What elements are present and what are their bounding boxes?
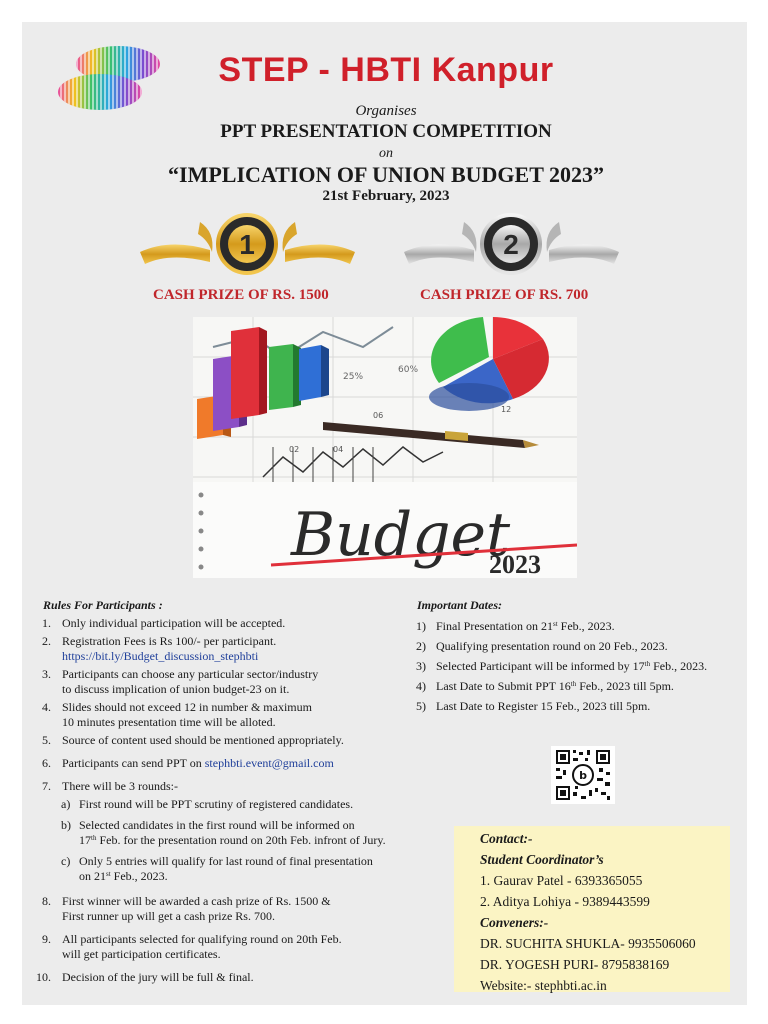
date-item	[416, 619, 736, 634]
rule-text: Only individual participation will be accepted.	[62, 616, 286, 630]
date-day-suffix: th	[570, 680, 577, 688]
step-logo	[56, 40, 164, 116]
rule-number: 6.	[42, 756, 51, 770]
page-title: STEP - HBTI Kanpur	[218, 51, 554, 89]
rule-number: 4.	[42, 700, 51, 714]
round-letter: c)	[61, 854, 71, 868]
email-link[interactable]: stephbti.event@gmail.com	[204, 756, 334, 770]
rule-item	[36, 970, 420, 985]
round-item	[40, 854, 420, 884]
rule-text: There will be 3 rounds:-	[62, 779, 178, 793]
rule-text: First winner will be awarded a cash prize of Rs. 1500 &	[62, 894, 331, 908]
axis-label-12: 12	[501, 405, 512, 414]
date-text: Selected Participant will be informed by	[436, 659, 633, 673]
rule-item	[40, 932, 420, 962]
date-item	[416, 639, 736, 654]
round-letter: b)	[61, 818, 71, 832]
rule-number: 2.	[42, 634, 51, 648]
coordinators-heading: Student Coordinator’s	[480, 852, 604, 867]
rule-item	[40, 894, 420, 924]
rule-text: Registration Fees is Rs 100/- per participant.	[62, 634, 277, 648]
date-item	[416, 699, 736, 714]
round-text: Only 5 entries will qualify for last round of final presentation	[79, 854, 373, 868]
contact-heading: Contact:-	[480, 831, 533, 846]
axis-label-04: 04	[333, 445, 344, 454]
qr-code-icon[interactable]	[551, 746, 615, 804]
date-number: 1)	[416, 619, 426, 633]
round-text: First round will be PPT scrutiny of registered candidates.	[79, 797, 354, 811]
date-item	[416, 659, 736, 674]
rule-number: 9.	[42, 932, 51, 946]
round-item	[40, 818, 420, 848]
convener-item: DR. YOGESH PURI- 8795838169	[480, 957, 670, 972]
rule-number: 1.	[42, 616, 51, 630]
date-text: Feb., 2023 till 5pm.	[576, 679, 674, 693]
event-date: 21st February, 2023	[322, 188, 450, 204]
rule-text: 10 minutes presentation time will be alloted.	[62, 715, 276, 729]
round-day-suffix: th	[91, 834, 97, 842]
gold-medal-icon	[140, 212, 355, 276]
date-day: 17	[632, 659, 645, 673]
date-text: Feb., 2023.	[650, 659, 708, 673]
registration-link[interactable]: https://bit.ly/Budget_discussion_stephbti	[62, 649, 259, 663]
budget-year: 2023	[489, 550, 541, 578]
svg-text:b: b	[579, 769, 587, 782]
round-text: Feb. for the presentation round on 20th Feb. infront of Jury.	[96, 833, 386, 847]
date-text: Qualifying presentation round on 20 Feb., 2023.	[436, 639, 668, 653]
budget-illustration	[193, 317, 577, 578]
round-day: 17	[79, 833, 91, 847]
rule-item	[40, 733, 420, 748]
date-number: 4)	[416, 679, 426, 693]
axis-label-pct-60: 60%	[398, 365, 419, 375]
axis-label-02: 02	[289, 445, 300, 454]
dates-heading: Important Dates:	[417, 598, 503, 612]
date-day-suffix: st	[553, 620, 558, 628]
round-text: Selected candidates in the first round will be informed on	[79, 818, 355, 832]
date-text: Final Presentation on	[436, 619, 541, 633]
rule-item	[40, 756, 420, 771]
rule-item	[40, 779, 420, 794]
rule-text: Decision of the jury will be full & final.	[62, 970, 254, 984]
budget-word: Budget	[291, 500, 511, 570]
round-text: Feb., 2023.	[110, 869, 168, 883]
convener-item: DR. SUCHITA SHUKLA- 9935506060	[480, 936, 696, 951]
date-number: 5)	[416, 699, 426, 713]
on-text: on	[379, 146, 393, 161]
rule-number: 3.	[42, 667, 51, 681]
rules-section	[36, 598, 420, 988]
date-day: 21	[541, 619, 553, 633]
date-text: Feb., 2023.	[557, 619, 615, 633]
rule-number: 8.	[42, 894, 51, 908]
event-name: PPT PRESENTATION COMPETITION	[220, 121, 552, 142]
axis-label-06: 06	[373, 411, 384, 420]
rule-text: to discuss implication of union budget-23 on it.	[62, 682, 290, 696]
website-text[interactable]: Website:- stephbti.ac.in	[480, 978, 607, 993]
coordinator-item: 1. Gaurav Patel - 6393365055	[480, 873, 643, 888]
date-text: Last Date to Register 15 Feb., 2023 till 5pm.	[436, 699, 651, 713]
rules-heading: Rules For Participants :	[43, 598, 163, 612]
round-letter: a)	[61, 797, 71, 811]
contact-box	[454, 826, 730, 992]
rule-text: All participants selected for qualifying round on 20th Feb.	[62, 932, 342, 946]
coordinator-item: 2. Aditya Lohiya - 9389443599	[480, 894, 650, 909]
rule-number: 10.	[36, 970, 51, 984]
silver-medal-icon	[404, 212, 619, 276]
date-text: Last Date to Submit PPT	[436, 679, 559, 693]
event-topic: “IMPLICATION OF UNION BUDGET 2023”	[168, 162, 604, 187]
rule-item	[40, 700, 420, 730]
rule-text: will get participation certificates.	[62, 947, 221, 961]
axis-label-pct-25: 25%	[343, 372, 364, 382]
date-item	[416, 679, 736, 694]
rule-text: Source of content used should be mentioned appropriately.	[62, 733, 344, 747]
round-day: 21	[94, 869, 106, 883]
rule-text: Participants can send PPT on	[62, 756, 205, 770]
rule-number: 7.	[42, 779, 51, 793]
second-prize-text: CASH PRIZE OF RS. 700	[420, 287, 589, 303]
organises-text: Organises	[355, 103, 417, 119]
date-day: 16	[558, 679, 571, 693]
rule-text: Slides should not exceed 12 in number & maximum	[62, 700, 312, 714]
date-number: 2)	[416, 639, 426, 653]
first-prize-text: CASH PRIZE OF RS. 1500	[153, 287, 329, 303]
important-dates-section	[416, 598, 736, 719]
rule-item	[40, 634, 420, 664]
rule-text: First runner up will get a cash prize Rs. 700.	[62, 909, 275, 923]
medal-rank-1: 1	[239, 229, 255, 260]
date-number: 3)	[416, 659, 426, 673]
round-text: on	[79, 869, 94, 883]
medal-rank-2: 2	[503, 229, 519, 260]
rule-item	[40, 616, 420, 631]
rule-item	[40, 667, 420, 697]
round-item	[40, 797, 420, 812]
date-day-suffix: th	[644, 660, 651, 668]
round-day-suffix: st	[106, 870, 111, 878]
conveners-heading: Conveners:-	[480, 915, 549, 930]
rule-number: 5.	[42, 733, 51, 747]
rule-text: Participants can choose any particular sector/industry	[62, 667, 319, 681]
